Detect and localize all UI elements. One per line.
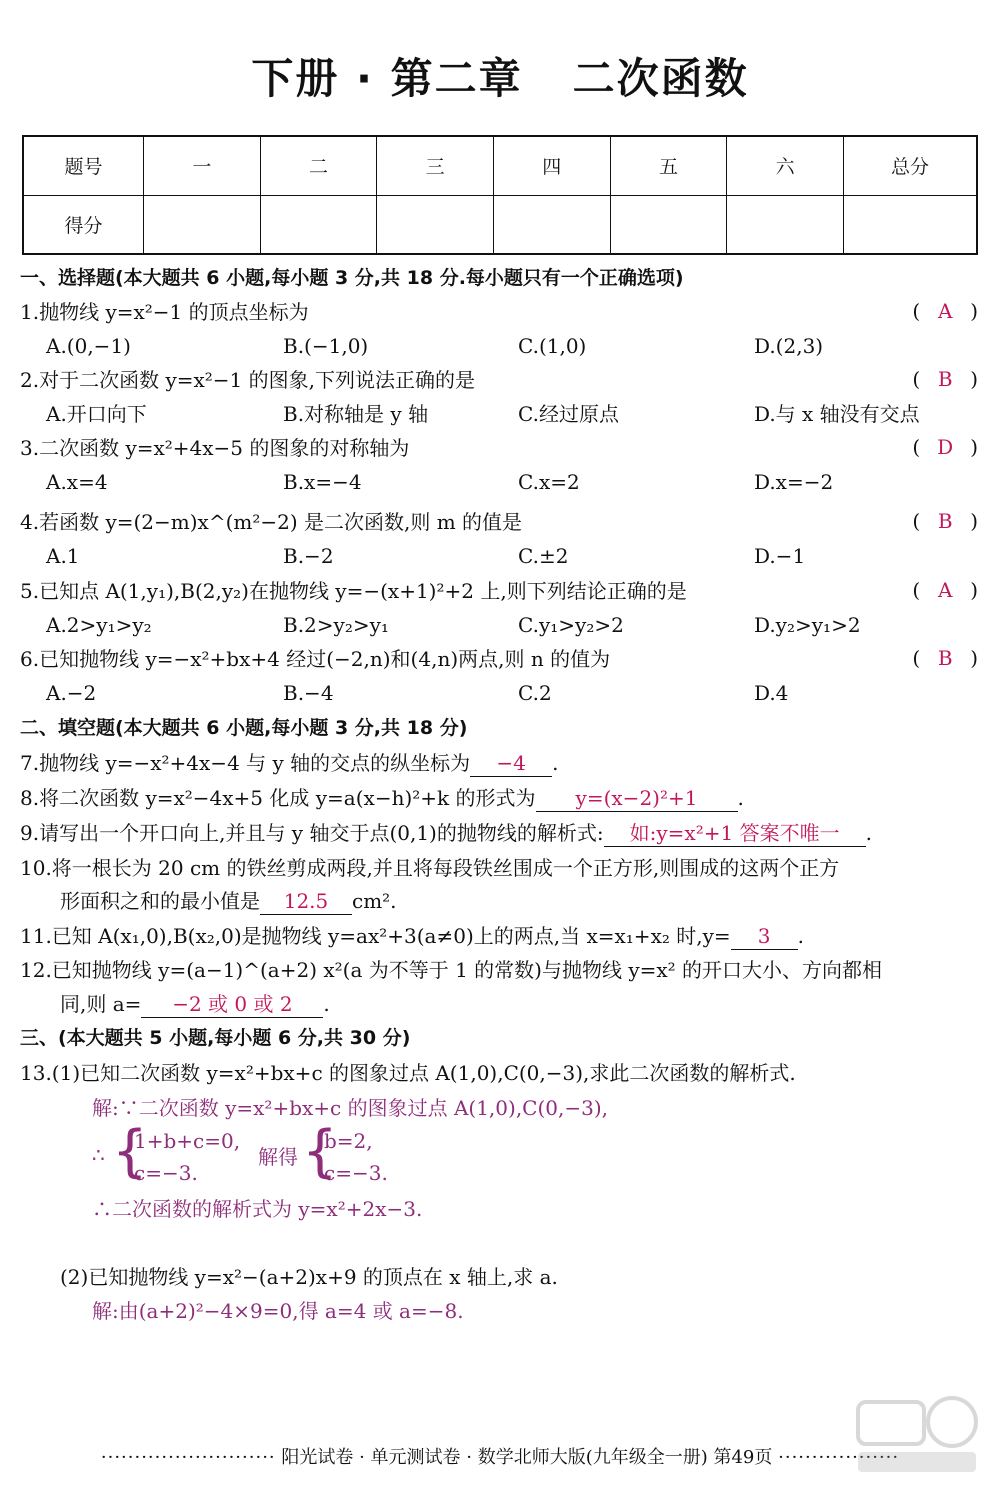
score-cell[interactable] — [260, 195, 377, 254]
question-stem: 6.已知抛物线 y=−x²+bx+4 经过(−2,n)和(4,n)两点,则 n 的值为 — [20, 647, 611, 671]
header-cell: 六 — [727, 136, 844, 195]
fill-blank[interactable]: y=(x−2)²+1 — [536, 785, 738, 812]
solve-label: 解得 — [258, 1145, 298, 1169]
option: A.(0,−1) — [46, 334, 131, 358]
equation: c=−3. — [134, 1161, 198, 1185]
score-cell[interactable] — [727, 195, 844, 254]
left-brace-icon: { — [112, 1119, 148, 1184]
answer-bracket: ( D ) — [912, 435, 978, 459]
section-heading: 二、填空题(本大题共 6 小题,每小题 3 分,共 18 分) — [20, 717, 468, 739]
option: C.2 — [518, 681, 552, 705]
header-cell: 二 — [260, 136, 377, 195]
option: B.2>y₂>y₁ — [283, 613, 389, 637]
question-stem: 5.已知点 A(1,y₁),B(2,y₂)在抛物线 y=−(x+1)²+2 上,则下列结论正确的是 — [20, 579, 687, 603]
equation: c=−3. — [324, 1161, 388, 1185]
header-cell: 四 — [493, 136, 610, 195]
answer-bracket: ( B ) — [912, 367, 978, 391]
score-cell[interactable] — [493, 195, 610, 254]
solution-line: 解:∵二次函数 y=x²+bx+c 的图象过点 A(1,0),C(0,−3), — [92, 1096, 609, 1120]
question-stem: 1.抛物线 y=x²−1 的顶点坐标为 — [20, 300, 309, 324]
question-stem: 3.二次函数 y=x²+4x−5 的图象的对称轴为 — [20, 436, 410, 460]
question-stem: (2)已知抛物线 y=x²−(a+2)x+9 的顶点在 x 轴上,求 a. — [60, 1265, 558, 1289]
fill-blank[interactable]: 12.5 — [260, 888, 352, 915]
fill-question-line1: 12.已知抛物线 y=(a−1)^(a+2) x²(a 为不等于 1 的常数)与抛物线 y=x² 的开口大小、方向都相 — [20, 958, 883, 982]
answer-bracket: ( B ) — [912, 509, 978, 533]
fill-question: 9.请写出一个开口向上,并且与 y 轴交于点(0,1)的抛物线的解析式: 如:y=x²+1 答案不唯一 . — [20, 821, 872, 845]
answer-bracket: ( B ) — [912, 646, 978, 670]
option: D.x=−2 — [754, 470, 834, 494]
option: C.(1,0) — [518, 334, 587, 358]
fill-blank[interactable]: 3 — [731, 923, 798, 950]
row-label: 得分 — [23, 195, 144, 254]
fill-question-line1: 10.将一根长为 20 cm 的铁丝剪成两段,并且将每段铁丝围成一个正方形,则围成的这两个正方 — [20, 856, 840, 880]
solution-line: 解:由(a+2)²−4×9=0,得 a=4 或 a=−8. — [92, 1299, 464, 1323]
option: C.x=2 — [518, 470, 580, 494]
solution-line: ∴二次函数的解析式为 y=x²+2x−3. — [92, 1197, 423, 1221]
question-stem: 2.对于二次函数 y=x²−1 的图象,下列说法正确的是 — [20, 368, 475, 392]
option: C.±2 — [518, 544, 569, 568]
fill-question-line2: 同,则 a= −2 或 0 或 2 . — [60, 992, 330, 1016]
therefore-symbol: ∴ — [92, 1143, 105, 1167]
page-footer: ·························· 阳光试卷 · 单元测试卷 · 数学北师大版(九年级全一册) 第49页 ·················· — [100, 1447, 900, 1468]
option: C.y₁>y₂>2 — [518, 613, 624, 637]
option: B.−4 — [283, 681, 334, 705]
question-stem: 4.若函数 y=(2−m)x^(m²−2) 是二次函数,则 m 的值是 — [20, 510, 523, 534]
header-cell: 总分 — [844, 136, 978, 195]
fill-question-line2: 形面积之和的最小值是 12.5 cm². — [60, 889, 397, 913]
score-cell[interactable] — [144, 195, 261, 254]
score-cell[interactable] — [377, 195, 494, 254]
section-heading: 三、(本大题共 5 小题,每小题 6 分,共 30 分) — [20, 1027, 411, 1049]
fill-blank[interactable]: −4 — [470, 750, 552, 777]
left-brace-icon: { — [302, 1119, 338, 1184]
fill-blank[interactable]: −2 或 0 或 2 — [141, 991, 323, 1018]
option: B.x=−4 — [283, 470, 362, 494]
score-table — [22, 135, 978, 255]
fill-blank[interactable]: 如:y=x²+1 答案不唯一 — [604, 820, 866, 847]
option: A.1 — [46, 544, 80, 568]
score-cell[interactable] — [610, 195, 727, 254]
option: A.2>y₁>y₂ — [46, 613, 152, 637]
option: C.经过原点 — [518, 402, 619, 426]
section-heading: 一、选择题(本大题共 6 小题,每小题 3 分,共 18 分.每小题只有一个正确选项) — [20, 267, 684, 289]
option: A.x=4 — [46, 470, 108, 494]
score-cell[interactable] — [844, 195, 978, 254]
score-table-score-row — [23, 195, 977, 254]
option: B.对称轴是 y 轴 — [283, 402, 429, 426]
footer-text: 阳光试卷 · 单元测试卷 · 数学北师大版(九年级全一册) — [281, 1447, 708, 1468]
option: B.(−1,0) — [283, 334, 369, 358]
header-cell: 五 — [610, 136, 727, 195]
header-cell: 一 — [144, 136, 261, 195]
header-cell: 三 — [377, 136, 494, 195]
answer-bracket: ( A ) — [912, 578, 978, 602]
score-table-header-row — [23, 136, 977, 195]
option: A.开口向下 — [46, 402, 147, 426]
question-stem: 13.(1)已知二次函数 y=x²+bx+c 的图象过点 A(1,0),C(0,−3),求此二次函数的解析式. — [20, 1061, 796, 1085]
watermark-logo-icon — [852, 1390, 982, 1480]
option: D.与 x 轴没有交点 — [754, 402, 920, 426]
equation: b=2, — [324, 1129, 373, 1153]
option: D.−1 — [754, 544, 806, 568]
option: D.y₂>y₁>2 — [754, 613, 861, 637]
header-cell: 题号 — [23, 136, 144, 195]
fill-question: 8.将二次函数 y=x²−4x+5 化成 y=a(x−h)²+k 的形式为 y=(x−2)²+1 . — [20, 786, 744, 810]
fill-question: 11.已知 A(x₁,0),B(x₂,0)是抛物线 y=ax²+3(a≠0)上的两点,当 x=x₁+x₂ 时,y= 3 . — [20, 924, 804, 948]
option: D.4 — [754, 681, 789, 705]
page-number: 第49页 — [713, 1447, 773, 1468]
option: A.−2 — [46, 681, 97, 705]
page-title: 下册 · 第二章 二次函数 — [251, 54, 749, 103]
option: D.(2,3) — [754, 334, 824, 358]
answer-bracket: ( A ) — [912, 299, 978, 323]
fill-question: 7.抛物线 y=−x²+4x−4 与 y 轴的交点的纵坐标为 −4 . — [20, 751, 559, 775]
option: B.−2 — [283, 544, 334, 568]
equation: 1+b+c=0, — [134, 1129, 241, 1153]
